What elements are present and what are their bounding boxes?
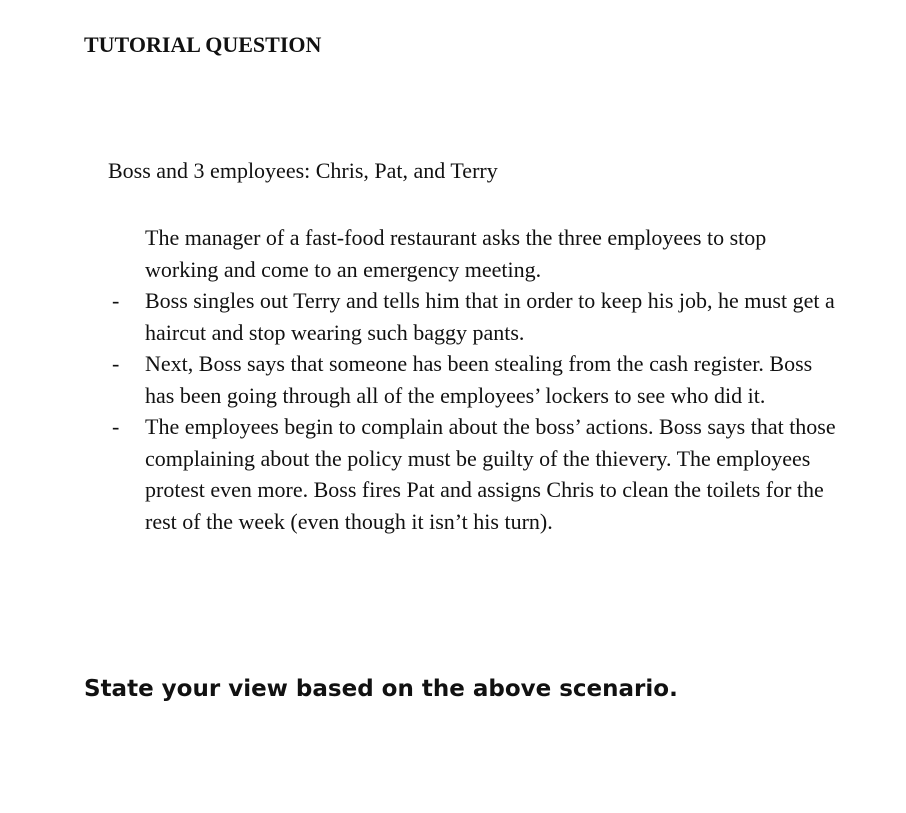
scenario-body (112, 222, 845, 537)
bullet-item (112, 285, 845, 348)
bullet-item (112, 348, 845, 411)
bullet-dash: - (112, 414, 120, 439)
bullet-text: The employees begin to complain about the boss’ actions. Boss says that those complaining about the policy must be guilty of the thievery. The employees protest even more. Boss fires Pat and assigns Chris to clean the toilets for the rest of the week (even though it isn’t his turn). (145, 414, 836, 534)
bullet-dash: - (112, 351, 120, 376)
scenario-subtitle: Boss and 3 employees: Chris, Pat, and Terry (108, 158, 498, 183)
bullet-text: Boss singles out Terry and tells him that in order to keep his job, he must get a haircut and stop wearing such baggy pants. (145, 288, 835, 345)
bullet-dash: - (112, 288, 120, 313)
document-title: TUTORIAL QUESTION (84, 32, 322, 57)
question-prompt: State your view based on the above scenario. (84, 676, 678, 702)
bullet-text: Next, Boss says that someone has been stealing from the cash register. Boss has been going through all of the employees’ lockers to see who did it. (145, 351, 813, 408)
bullet-item (112, 411, 845, 537)
intro-paragraph: The manager of a fast-food restaurant asks the three employees to stop working and come to an emergency meeting. (145, 225, 767, 282)
